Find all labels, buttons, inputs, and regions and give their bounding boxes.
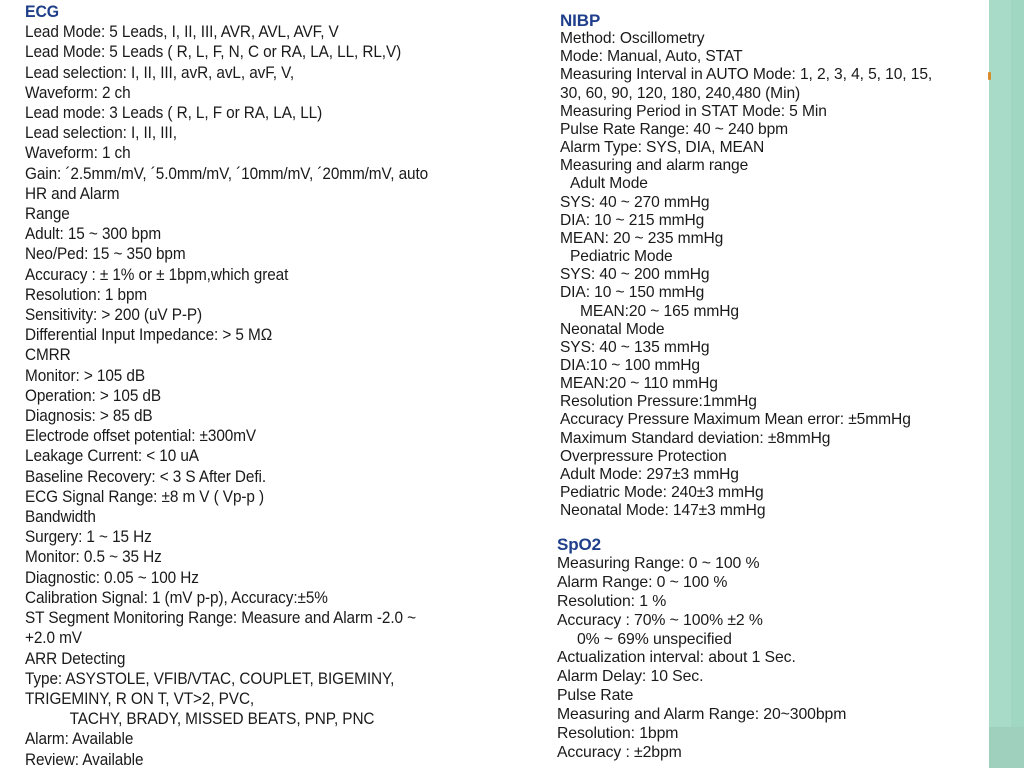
spo2-line: Measuring Range: 0 ~ 100 % — [557, 554, 760, 572]
ecg-line: Review: Available — [25, 750, 144, 768]
ecg-line: Monitor: > 105 dB — [25, 366, 145, 385]
ecg-line: Resolution: 1 bpm — [25, 285, 148, 304]
spo2-line: Accuracy : ±2bpm — [557, 743, 682, 761]
ecg-line: Gain: ´2.5mm/mV, ´5.0mm/mV, ´10mm/mV, ´20mm/mV, auto — [25, 164, 429, 183]
nibp-mode-heading: Adult Mode — [570, 175, 648, 193]
nibp-heading: NIBP — [560, 11, 601, 30]
decorative-side-band-footer — [989, 727, 1024, 768]
ecg-line: Lead selection: I, II, III, — [25, 124, 177, 143]
ecg-line: TACHY, BRADY, MISSED BEATS, PNP, PNC — [69, 710, 375, 729]
ecg-line: Leakage Current: < 10 uA — [25, 447, 199, 466]
ecg-line: Lead Mode: 5 Leads, I, II, III, AVR, AVL, AVF, V — [25, 23, 339, 42]
nibp-line: MEAN: 20 ~ 235 mmHg — [560, 229, 724, 247]
ecg-line: Waveform: 2 ch — [25, 83, 131, 102]
ecg-subheading: Range — [25, 205, 70, 224]
ecg-section — [25, 2, 428, 768]
nibp-line: Measuring and alarm range — [560, 157, 749, 175]
nibp-line: Accuracy Pressure Maximum Mean error: ±5mmHg — [560, 411, 911, 429]
spo2-line: Resolution: 1 % — [557, 592, 667, 610]
nibp-mode-heading: Neonatal Mode — [560, 320, 665, 338]
ecg-line: Electrode offset potential: ±300mV — [25, 427, 257, 446]
ecg-line: Lead selection: I, II, III, avR, avL, avF, V, — [25, 63, 295, 82]
spo2-heading: SpO2 — [557, 535, 602, 554]
nibp-line: 30, 60, 90, 120, 180, 240,480 (Min) — [560, 84, 801, 102]
spo2-line: 0% ~ 69% unspecified — [577, 630, 732, 648]
nibp-mode-heading: Pediatric Mode — [570, 248, 673, 266]
nibp-line: Pulse Rate Range: 40 ~ 240 bpm — [560, 120, 789, 138]
nibp-line: MEAN:20 ~ 110 mmHg — [560, 375, 718, 393]
ecg-line: Monitor: 0.5 ~ 35 Hz — [25, 548, 162, 567]
nibp-line: Neonatal Mode: 147±3 mmHg — [560, 502, 766, 520]
nibp-line: Method: Oscillometry — [560, 30, 705, 48]
ecg-line: Type: ASYSTOLE, VFIB/VTAC, COUPLET, BIGEMINY, — [25, 669, 395, 688]
nibp-line: MEAN:20 ~ 165 mmHg — [580, 302, 739, 320]
spo2-line: Measuring and Alarm Range: 20~300bpm — [557, 706, 847, 724]
ecg-subheading: HR and Alarm — [25, 184, 120, 203]
nibp-line: SYS: 40 ~ 270 mmHg — [560, 193, 710, 211]
nibp-line: Maximum Standard deviation: ±8mmHg — [560, 429, 831, 447]
spo2-section — [557, 536, 846, 763]
spo2-subheading: Pulse Rate — [557, 687, 634, 705]
nibp-line: DIA: 10 ~ 215 mmHg — [560, 211, 705, 229]
ecg-line: TRIGEMINY, R ON T, VT>2, PVC, — [25, 689, 255, 708]
ecg-line: Diagnosis: > 85 dB — [25, 407, 153, 426]
decorative-side-band — [989, 0, 1024, 768]
nibp-line: Resolution Pressure:1mmHg — [560, 393, 757, 411]
nibp-line: Mode: Manual, Auto, STAT — [560, 48, 743, 66]
nibp-line: SYS: 40 ~ 135 mmHg — [560, 338, 710, 356]
nibp-line: DIA:10 ~ 100 mmHg — [560, 356, 701, 374]
ecg-line: Neo/Ped: 15 ~ 350 bpm — [25, 245, 186, 264]
ecg-line: Accuracy : ± 1% or ± 1bpm,which great — [25, 265, 289, 284]
spo2-line: Resolution: 1bpm — [557, 725, 679, 743]
ecg-line: Operation: > 105 dB — [25, 386, 162, 405]
ecg-line: Differential Input Impedance: > 5 MΩ — [25, 326, 273, 345]
ecg-line: ST Segment Monitoring Range: Measure and Alarm -2.0 ~ — [25, 609, 416, 628]
nibp-subheading: Overpressure Protection — [560, 447, 727, 465]
ecg-line: Lead Mode: 5 Leads ( R, L, F, N, C or RA, LA, LL, RL,V) — [25, 43, 402, 62]
nibp-line: Pediatric Mode: 240±3 mmHg — [560, 484, 764, 502]
nibp-line: Measuring Interval in AUTO Mode: 1, 2, 3, 4, 5, 10, 15, — [560, 66, 933, 84]
ecg-line: Sensitivity: > 200 (uV P-P) — [25, 306, 203, 325]
spo2-line: Accuracy : 70% ~ 100% ±2 % — [557, 611, 763, 629]
decorative-marker — [988, 72, 991, 80]
ecg-subheading: Bandwidth — [25, 508, 96, 527]
spo2-line: Alarm Range: 0 ~ 100 % — [557, 573, 728, 591]
nibp-line: Adult Mode: 297±3 mmHg — [560, 465, 739, 483]
nibp-line: DIA: 10 ~ 150 mmHg — [560, 284, 705, 302]
spo2-line: Alarm Delay: 10 Sec. — [557, 668, 704, 686]
ecg-subheading: CMRR — [25, 346, 71, 365]
nibp-section — [560, 12, 932, 520]
ecg-line: Calibration Signal: 1 (mV p-p), Accuracy:±5% — [25, 588, 328, 607]
nibp-line: Alarm Type: SYS, DIA, MEAN — [560, 139, 765, 157]
ecg-line: Waveform: 1 ch — [25, 144, 131, 163]
nibp-line: SYS: 40 ~ 200 mmHg — [560, 266, 710, 284]
ecg-subheading: ARR Detecting — [25, 649, 126, 668]
ecg-line: Surgery: 1 ~ 15 Hz — [25, 528, 152, 547]
ecg-line: Adult: 15 ~ 300 bpm — [25, 225, 162, 244]
ecg-line: ECG Signal Range: ±8 m V ( Vp-p ) — [25, 487, 265, 506]
ecg-line: Lead mode: 3 Leads ( R, L, F or RA, LA, LL) — [25, 104, 323, 123]
ecg-line: +2.0 mV — [25, 629, 82, 648]
ecg-line: Diagnostic: 0.05 ~ 100 Hz — [25, 568, 199, 587]
ecg-line: Alarm: Available — [25, 730, 134, 749]
ecg-line: Baseline Recovery: < 3 S After Defi. — [25, 467, 267, 486]
ecg-heading: ECG — [25, 2, 59, 21]
nibp-line: Measuring Period in STAT Mode: 5 Min — [560, 102, 827, 120]
spo2-line: Actualization interval: about 1 Sec. — [557, 649, 796, 667]
